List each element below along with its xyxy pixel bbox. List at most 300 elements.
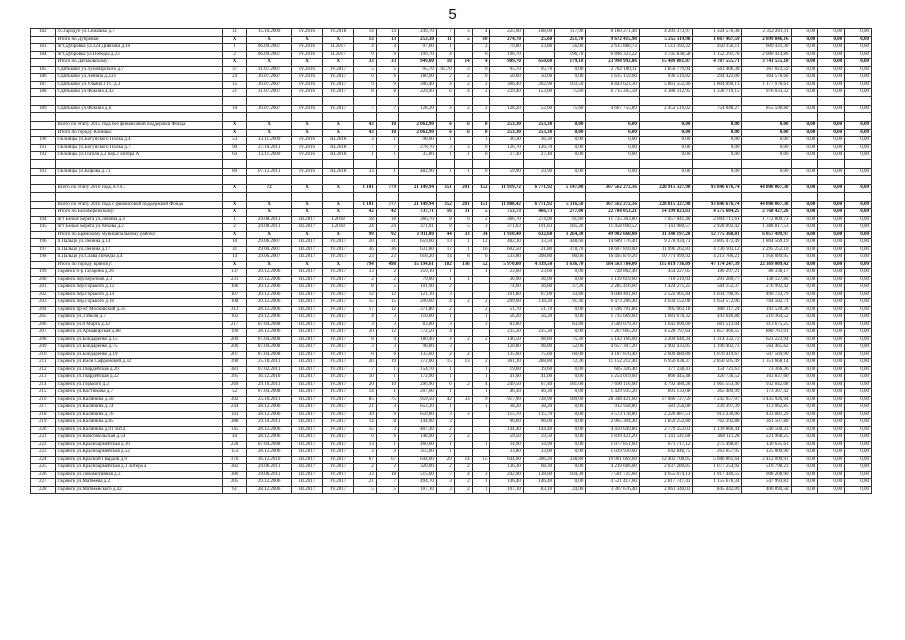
value-cell: 0,00 xyxy=(845,359,872,367)
subtotal-row xyxy=(31,122,872,130)
address-cell: г.Брянск ул.Калинина д.50 xyxy=(55,396,222,404)
table-row xyxy=(31,426,872,434)
value-cell: 7 501 725,60 xyxy=(586,471,640,479)
address-cell: Всего по этапу 2016 года с финансовой поддержкой Фонда xyxy=(55,201,222,209)
value-cell: 0,00 xyxy=(818,344,845,352)
value-cell: 4 459 649,80 xyxy=(586,426,640,434)
value-cell: 33,80 xyxy=(490,449,523,457)
value-cell: 144,40 xyxy=(490,426,523,434)
value-cell: 24 xyxy=(222,74,247,82)
value-cell: 4 xyxy=(454,89,472,97)
value-cell xyxy=(354,192,376,201)
table-row xyxy=(31,269,872,277)
value-cell: 56,00 xyxy=(555,44,586,52)
value-cell: 0,00 xyxy=(845,51,872,59)
value-cell: 3 xyxy=(454,66,472,74)
value-cell: 4 xyxy=(376,336,398,344)
value-cell: 9 xyxy=(354,51,376,59)
value-cell: IV.2018 xyxy=(323,29,354,37)
value-cell: 10 xyxy=(376,381,398,389)
value-cell: III.2017 xyxy=(291,479,322,487)
value-cell: 251,70 xyxy=(555,36,586,44)
value-cell: 753,73 xyxy=(490,209,523,217)
value-cell: 1 xyxy=(472,137,490,145)
value-cell: 3 307 676,40 xyxy=(586,486,640,494)
value-cell xyxy=(742,192,791,201)
value-cell: 0,00 xyxy=(845,74,872,82)
value-cell: III.2017 xyxy=(291,366,322,374)
value-cell: 21 149,94 xyxy=(399,185,437,193)
value-cell: 0,00 xyxy=(845,411,872,419)
value-cell: 294 422,00 xyxy=(693,74,742,82)
address-cell: г.Брянск ул.Вали Сафроновой д.32 xyxy=(55,359,222,367)
value-cell: 9 672 415,98 xyxy=(586,36,640,44)
value-cell: 14 xyxy=(376,29,398,37)
value-cell: 377 238,41 xyxy=(639,366,693,374)
address-cell: г.Брянск ул.Бондаренко д.15 xyxy=(55,336,222,344)
value-cell: 18 xyxy=(354,216,376,224)
value-cell: 0,00 xyxy=(818,51,845,59)
row-number-cell: 182 xyxy=(31,29,56,37)
value-cell: 182 xyxy=(436,261,454,269)
value-cell: 146,40 xyxy=(490,479,523,487)
value-cell: 1 xyxy=(472,374,490,382)
value-cell xyxy=(222,96,247,105)
value-cell: 0,00 xyxy=(818,185,845,193)
value-cell: 15 xyxy=(436,359,454,367)
value-cell: 3 204 640,34 xyxy=(639,336,693,344)
value-cell: 20 xyxy=(354,239,376,247)
value-cell: 400 894,58 xyxy=(742,486,791,494)
value-cell: 1 965 553,40 xyxy=(693,381,742,389)
value-cell: 2 452 516,02 xyxy=(639,105,693,113)
value-cell: 205 xyxy=(222,479,247,487)
value-cell: 53 xyxy=(222,137,247,145)
value-cell: 28.12.2006 xyxy=(247,411,292,419)
table-row xyxy=(31,366,872,374)
value-cell: IV.2017 xyxy=(323,374,354,382)
value-cell: 154 721,63 xyxy=(693,366,742,374)
value-cell: 59,90 xyxy=(523,168,554,176)
value-cell: 0,00 xyxy=(693,152,742,160)
value-cell: 855 590,80 xyxy=(742,105,791,113)
value-cell: 21,80 xyxy=(523,246,554,254)
value-cell: 10 xyxy=(354,374,376,382)
value-cell: IV.2017 xyxy=(323,336,354,344)
table-row xyxy=(31,276,872,284)
value-cell: 2 226 887,51 xyxy=(639,411,693,419)
value-cell: 7 245 957,07 xyxy=(693,396,742,404)
value-cell xyxy=(586,159,640,168)
value-cell: 35,80 xyxy=(399,152,437,160)
address-cell: г.Клинцы ул.Богунского Полка д.7 xyxy=(55,144,222,152)
value-cell: 117,90 xyxy=(555,29,586,37)
value-cell: 4 xyxy=(354,44,376,52)
value-cell: 209,60 xyxy=(490,299,523,307)
value-cell: 466,73 xyxy=(523,209,554,217)
value-cell: 17 666 727,59 xyxy=(639,396,693,404)
value-cell: 29.10.2011 xyxy=(247,419,292,427)
address-cell: г.Брянск ул.Горького д.2 xyxy=(55,381,222,389)
value-cell: 0,00 xyxy=(791,66,818,74)
value-cell: X xyxy=(291,36,322,44)
table-row xyxy=(31,419,872,427)
value-cell xyxy=(454,176,472,185)
value-cell: 0,00 xyxy=(818,201,845,209)
row-number-cell: 215 xyxy=(31,389,56,397)
value-cell: 913 330,06 xyxy=(693,411,742,419)
value-cell: 98,80 xyxy=(523,344,554,352)
table-row xyxy=(31,486,872,494)
value-cell: 0,00 xyxy=(818,359,845,367)
value-cell: 0,00 xyxy=(845,66,872,74)
value-cell: 108,00 xyxy=(523,29,554,37)
value-cell: 0,00 xyxy=(845,336,872,344)
value-cell: 9 xyxy=(376,411,398,419)
address-cell xyxy=(55,113,222,122)
value-cell: 777 xyxy=(376,201,398,209)
value-cell: 235,30 xyxy=(523,329,554,337)
value-cell xyxy=(354,113,376,122)
value-cell: 3 xyxy=(376,344,398,352)
value-cell: 7 057 841,46 xyxy=(639,216,693,224)
address-cell: г.Брянск ул.Бондаренко д.75 xyxy=(55,344,222,352)
value-cell: 0,00 xyxy=(845,276,872,284)
value-cell: 6 xyxy=(376,74,398,82)
value-cell: 23,60 xyxy=(490,269,523,277)
value-cell: IV.2017 xyxy=(323,389,354,397)
value-cell: III.2017 xyxy=(291,426,322,434)
value-cell: 2 062,90 xyxy=(399,122,437,130)
value-cell: 4 521 417,60 xyxy=(586,479,640,487)
value-cell: 21 xyxy=(354,404,376,412)
value-cell: IV.2017 xyxy=(323,284,354,292)
value-cell: 2 xyxy=(472,44,490,52)
value-cell: 0 xyxy=(472,51,490,59)
table-row xyxy=(31,51,872,59)
value-cell xyxy=(639,96,693,105)
value-cell: 0,00 xyxy=(818,306,845,314)
value-cell: 0,00 xyxy=(818,321,845,329)
value-cell xyxy=(454,404,472,412)
value-cell: X xyxy=(222,209,247,217)
value-cell: 11 xyxy=(454,209,472,217)
value-cell: IV.2016 xyxy=(291,81,322,89)
address-cell: г.Клинцы ул.Гоголя д.2 пер.2 литера А xyxy=(55,152,222,160)
value-cell: 191,83 xyxy=(523,224,554,232)
value-cell: 2 xyxy=(436,74,454,82)
value-cell xyxy=(586,96,640,105)
value-cell: 361 507,80 xyxy=(742,419,791,427)
value-cell: 0,00 xyxy=(845,456,872,464)
row-number-cell: 188 xyxy=(31,89,56,97)
value-cell: 0,00 xyxy=(818,254,845,262)
value-cell: III.2017 xyxy=(291,344,322,352)
value-cell: 31 140 197,20 xyxy=(639,231,693,239)
address-cell: г.Брянск пер.Горького д.12 xyxy=(55,284,222,292)
value-cell: 605 326,40 xyxy=(586,366,640,374)
address-cell: г.Брянск ул.Калинина д.85 xyxy=(55,419,222,427)
value-cell: 0,00 xyxy=(555,144,586,152)
value-cell: 0,00 xyxy=(845,122,872,130)
row-number-cell: 221 xyxy=(31,434,56,442)
value-cell: 2 699 846,16 xyxy=(742,36,791,44)
value-cell: 0,00 xyxy=(818,66,845,74)
value-cell: 0,00 xyxy=(791,351,818,359)
row-number-cell: 227 xyxy=(31,479,56,487)
value-cell: 4 203 373,97 xyxy=(639,29,693,37)
row-number-cell xyxy=(31,122,56,130)
value-cell: 1 424 271,25 xyxy=(639,284,693,292)
value-cell: 0,00 xyxy=(845,351,872,359)
value-cell: IV.2016 xyxy=(291,144,322,152)
value-cell: 29.06.2007 xyxy=(247,246,292,254)
value-cell xyxy=(247,192,292,201)
value-cell: 14 689 776,40 xyxy=(586,239,640,247)
address-cell: Итого по Белобережскому: xyxy=(55,209,222,217)
value-cell: 4 xyxy=(436,51,454,59)
value-cell: 20.12.2006 xyxy=(247,269,292,277)
value-cell: 128,20 xyxy=(399,105,437,113)
value-cell: 144,00 xyxy=(399,419,437,427)
value-cell: X xyxy=(247,209,292,217)
value-cell: 3 xyxy=(354,321,376,329)
row-number-cell: 202 xyxy=(31,291,56,299)
value-cell: 13.11.2009 xyxy=(247,152,292,160)
value-cell: X xyxy=(247,36,292,44)
value-cell: 1 xyxy=(354,152,376,160)
value-cell: 28.12.2006 xyxy=(247,434,292,442)
value-cell: III.2017 xyxy=(291,299,322,307)
value-cell: 0,00 xyxy=(845,441,872,449)
value-cell: 1 xyxy=(436,137,454,145)
value-cell: 891 133,08 xyxy=(639,389,693,397)
value-cell: 0,00 xyxy=(845,321,872,329)
value-cell: 3 xyxy=(454,29,472,37)
value-cell: 0,00 xyxy=(845,216,872,224)
value-cell: 681 513,04 xyxy=(693,321,742,329)
value-cell: 125 000,90 xyxy=(742,449,791,457)
value-cell: 2 061 340,03 xyxy=(639,486,693,494)
value-cell: X xyxy=(222,231,247,239)
value-cell xyxy=(291,113,322,122)
value-cell: X xyxy=(291,201,322,209)
address-cell: г.Брянск ул.Бондаренко д.19 xyxy=(55,351,222,359)
value-cell: 64 xyxy=(222,152,247,160)
value-cell: 0,00 xyxy=(791,366,818,374)
value-cell: 0,00 xyxy=(818,479,845,487)
value-cell: 21 xyxy=(354,479,376,487)
value-cell: 2 xyxy=(472,81,490,89)
spacer-row xyxy=(31,159,872,168)
value-cell xyxy=(490,96,523,105)
value-cell: 23,60 xyxy=(523,269,554,277)
value-cell xyxy=(818,176,845,185)
value-cell: 146,40 xyxy=(523,479,554,487)
value-cell xyxy=(247,159,292,168)
value-cell: 0,00 xyxy=(818,81,845,89)
value-cell: 772,50 xyxy=(399,329,437,337)
value-cell: 3 745 838,58 xyxy=(639,51,693,59)
value-cell: 0,00 xyxy=(791,471,818,479)
value-cell: 41,00 xyxy=(523,374,554,382)
value-cell: 0,00 xyxy=(791,276,818,284)
row-number-cell: 197 xyxy=(31,246,56,254)
value-cell: III.2018 xyxy=(323,152,354,160)
value-cell xyxy=(693,113,742,122)
value-cell: 15 xyxy=(472,456,490,464)
row-number-cell: 193 xyxy=(31,168,56,176)
value-cell: 33 xyxy=(354,471,376,479)
value-cell: 277,00 xyxy=(555,209,586,217)
row-number-cell: 189 xyxy=(31,105,56,113)
value-cell: X xyxy=(247,231,292,239)
value-cell: X xyxy=(323,185,354,193)
value-cell: 0,00 xyxy=(555,366,586,374)
value-cell: 30.07.2007 xyxy=(247,81,292,89)
value-cell: 29.06.2007 xyxy=(247,254,292,262)
table-row xyxy=(31,152,872,160)
value-cell: X xyxy=(222,261,247,269)
value-cell: 0,00 xyxy=(845,284,872,292)
value-cell: 0,00 xyxy=(845,486,872,494)
value-cell: III.2017 xyxy=(291,456,322,464)
value-cell: 75,60 xyxy=(523,351,554,359)
row-number-cell: 219 xyxy=(31,419,56,427)
value-cell: 0,00 xyxy=(791,321,818,329)
value-cell: X xyxy=(222,36,247,44)
value-cell: X xyxy=(222,59,247,67)
value-cell: III.2017 xyxy=(291,239,322,247)
value-cell xyxy=(354,176,376,185)
value-cell: 138 127,80 xyxy=(742,276,791,284)
value-cell: 79,00 xyxy=(399,276,437,284)
value-cell: 367 562 272,16 xyxy=(586,201,640,209)
value-cell xyxy=(436,192,454,201)
value-cell: 0,00 xyxy=(791,152,818,160)
value-cell: 67 xyxy=(354,456,376,464)
address-cell: Итого по Дятьковскому: xyxy=(55,59,222,67)
value-cell: 128,20 xyxy=(490,105,523,113)
value-cell: 115,70 xyxy=(523,411,554,419)
value-cell xyxy=(291,176,322,185)
value-cell xyxy=(523,159,554,168)
value-cell: 31.07.2007 xyxy=(247,89,292,97)
address-cell: пгт Белые Берега ул.Ленина д.4 xyxy=(55,216,222,224)
value-cell: 6 xyxy=(354,351,376,359)
value-cell: 14 199 823,63 xyxy=(639,209,693,217)
address-cell: г.Брянск ул.Матвеева д.2 xyxy=(55,479,222,487)
value-cell: 263 657,95 xyxy=(693,449,742,457)
value-cell: 0,00 xyxy=(818,441,845,449)
value-cell: 0,00 xyxy=(791,51,818,59)
value-cell xyxy=(472,96,490,105)
value-cell: 3 xyxy=(354,344,376,352)
value-cell: 1 xyxy=(436,314,454,322)
value-cell: 2 965 304,40 xyxy=(586,419,640,427)
value-cell: 11 458 690,52 xyxy=(586,224,640,232)
value-cell: 4 xyxy=(436,105,454,113)
value-cell: 98,80 xyxy=(399,344,437,352)
row-number-cell: 196 xyxy=(31,239,56,247)
value-cell: 0 xyxy=(472,152,490,160)
value-cell: 07.04.2008 xyxy=(247,336,292,344)
value-cell: 0,00 xyxy=(818,336,845,344)
value-cell xyxy=(791,96,818,105)
value-cell: 2 902 433,85 xyxy=(639,344,693,352)
value-cell xyxy=(791,113,818,122)
value-cell: 1 772 809,73 xyxy=(742,216,791,224)
value-cell: 33,80 xyxy=(555,291,586,299)
value-cell: 29.12.2006 xyxy=(247,314,292,322)
row-number-cell: 204 xyxy=(31,306,56,314)
value-cell xyxy=(845,96,872,105)
row-number-cell: 213 xyxy=(31,374,56,382)
value-cell: 1 596 701,80 xyxy=(586,306,640,314)
value-cell: 20.12.2006 xyxy=(247,299,292,307)
value-cell: 16 xyxy=(436,209,454,217)
value-cell: 20 xyxy=(354,329,376,337)
value-cell: 2 782 180,11 xyxy=(586,66,640,74)
row-number-cell: 198 xyxy=(31,254,56,262)
value-cell: 372,00 xyxy=(399,359,437,367)
value-cell: 642 846,75 xyxy=(639,449,693,457)
value-cell: 498 xyxy=(376,261,398,269)
value-cell: 5 255 119,98 xyxy=(639,36,693,44)
value-cell: 0,00 xyxy=(791,434,818,442)
value-cell: 0,00 xyxy=(742,129,791,137)
value-cell xyxy=(454,374,472,382)
value-cell xyxy=(454,96,472,105)
value-cell xyxy=(490,159,523,168)
value-cell: 0,00 xyxy=(845,314,872,322)
value-cell: 0 xyxy=(472,168,490,176)
value-cell: 0,00 xyxy=(818,144,845,152)
value-cell: 14 xyxy=(222,254,247,262)
value-cell: 28.12.2006 xyxy=(247,329,292,337)
value-cell: X xyxy=(291,185,322,193)
value-cell: 932 958,80 xyxy=(586,404,640,412)
value-cell: 0,00 xyxy=(791,137,818,145)
value-cell: 3 xyxy=(436,479,454,487)
value-cell: 0,00 xyxy=(791,59,818,67)
address-cell: г.Брянск пер.Березнов д.3 xyxy=(55,276,222,284)
value-cell: 0,00 xyxy=(818,152,845,160)
value-cell: 510 798,23 xyxy=(742,464,791,472)
value-cell: 113 062,85 xyxy=(742,404,791,412)
value-cell: 72 xyxy=(247,185,292,193)
value-cell: 364 578,66 xyxy=(742,74,791,82)
value-cell: 4 657 307,20 xyxy=(586,344,640,352)
value-cell: 0,00 xyxy=(742,137,791,145)
value-cell: 2 xyxy=(472,306,490,314)
value-cell: 1 xyxy=(376,137,398,145)
value-cell: 19,60 xyxy=(490,366,523,374)
value-cell: 1 xyxy=(436,44,454,52)
value-cell: 253,30 xyxy=(490,122,523,130)
value-cell: 4 xyxy=(436,299,454,307)
value-cell: 433 081,29 xyxy=(742,411,791,419)
value-cell: III.2017 xyxy=(291,441,322,449)
value-cell: 0,00 xyxy=(818,276,845,284)
value-cell: 95,70 xyxy=(399,66,437,74)
address-cell: Всего по этапу 2016 года, в т.ч.: xyxy=(55,185,222,193)
value-cell xyxy=(472,291,490,299)
value-cell: 313 xyxy=(222,306,247,314)
row-number-cell: 195 xyxy=(31,224,56,232)
value-cell: 6 xyxy=(472,254,490,262)
value-cell: 07.04.2008 xyxy=(247,351,292,359)
